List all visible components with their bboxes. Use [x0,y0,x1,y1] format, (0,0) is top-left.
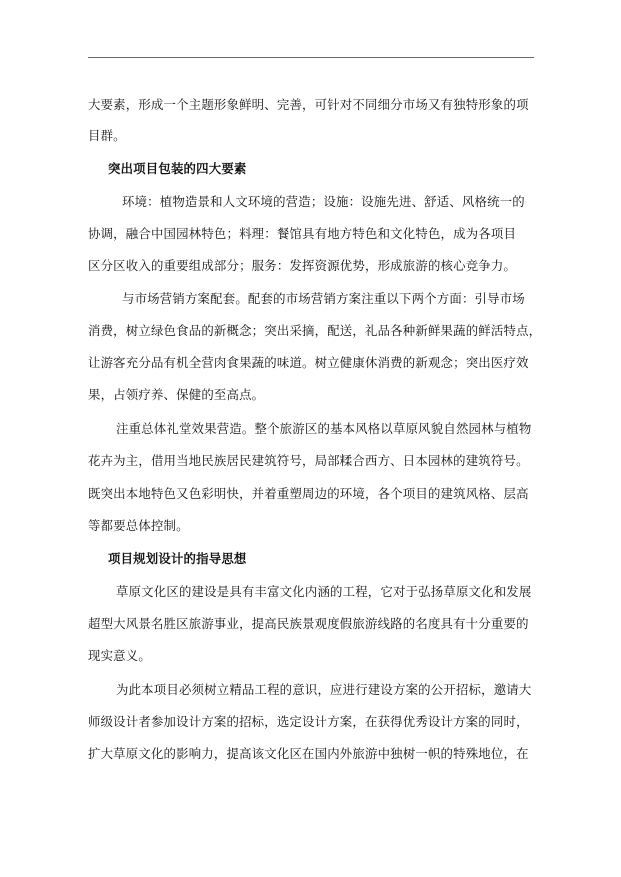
paragraph-line: 环境：植物造景和人文环境的营造；设施：设施先进、舒适、风格统一的 [122,194,525,209]
paragraph-line: 目群。 [88,128,126,143]
section-heading-packaging: 突出项目包装的四大要素 [108,161,247,176]
paragraph-line: 区分区收入的重要组成部分；服务：发挥资源优势，形成旅游的核心竞争力。 [88,258,517,273]
paragraph-line: 与市场营销方案配套。配套的市场营销方案注重以下两个方面：引导市场 [122,291,525,306]
paragraph-line: 大要素，形成一个主题形象鲜明、完善，可针对不同细分市场又有独特形象的项 [88,97,529,112]
paragraph-line: 让游客充分品有机全营肉食果蔬的味道。树立健康休消费的新观念；突出医疗效 [88,355,529,370]
paragraph-line: 花卉为主，借用当地民族居民建筑符号，局部糅合西方、日本园林的建筑符号。 [88,453,529,468]
paragraph-line: 师级设计者参加设计方案的招标，选定设计方案，在获得优秀设计方案的同时， [88,714,529,729]
paragraph-line: 等都要总体控制。 [88,518,189,533]
section-heading-guiding-ideas: 项目规划设计的指导思想 [108,551,247,566]
paragraph-line: 超型大风景名胜区旅游事业，提高民族景观度假旅游线路的名度具有十分重要的 [88,616,529,631]
paragraph-line: 注重总体礼堂效果营造。整个旅游区的基本风格以草原风貌自然园林与植物 [116,421,532,436]
paragraph-line: 消费，树立绿色食品的新概念；突出采摘，配送，礼品各种新鲜果蔬的鲜活特点， [88,323,542,338]
paragraph-line: 协调，融合中国园林特色；料理：餐馆具有地方特色和文化特色，成为各项目 [88,226,517,241]
header-rule [88,57,534,58]
paragraph-line: 草原文化区的建设是具有丰富文化内涵的工程，它对于弘扬草原文化和发展 [116,584,532,599]
paragraph-line: 果，占领疗养、保健的至高点。 [88,387,265,402]
paragraph-line: 现实意义。 [88,648,151,663]
paragraph-line: 扩大草原文化的影响力，提高该文化区在国内外旅游中独树一帜的特殊地位，在 [88,746,529,761]
paragraph-line: 为此本项目必须树立精品工程的意识，应进行建设方案的公开招标，邀请大 [116,682,532,697]
paragraph-line: 既突出本地特色又色彩明快，并着重塑周边的环境，各个项目的建筑风格、层高 [88,486,529,501]
